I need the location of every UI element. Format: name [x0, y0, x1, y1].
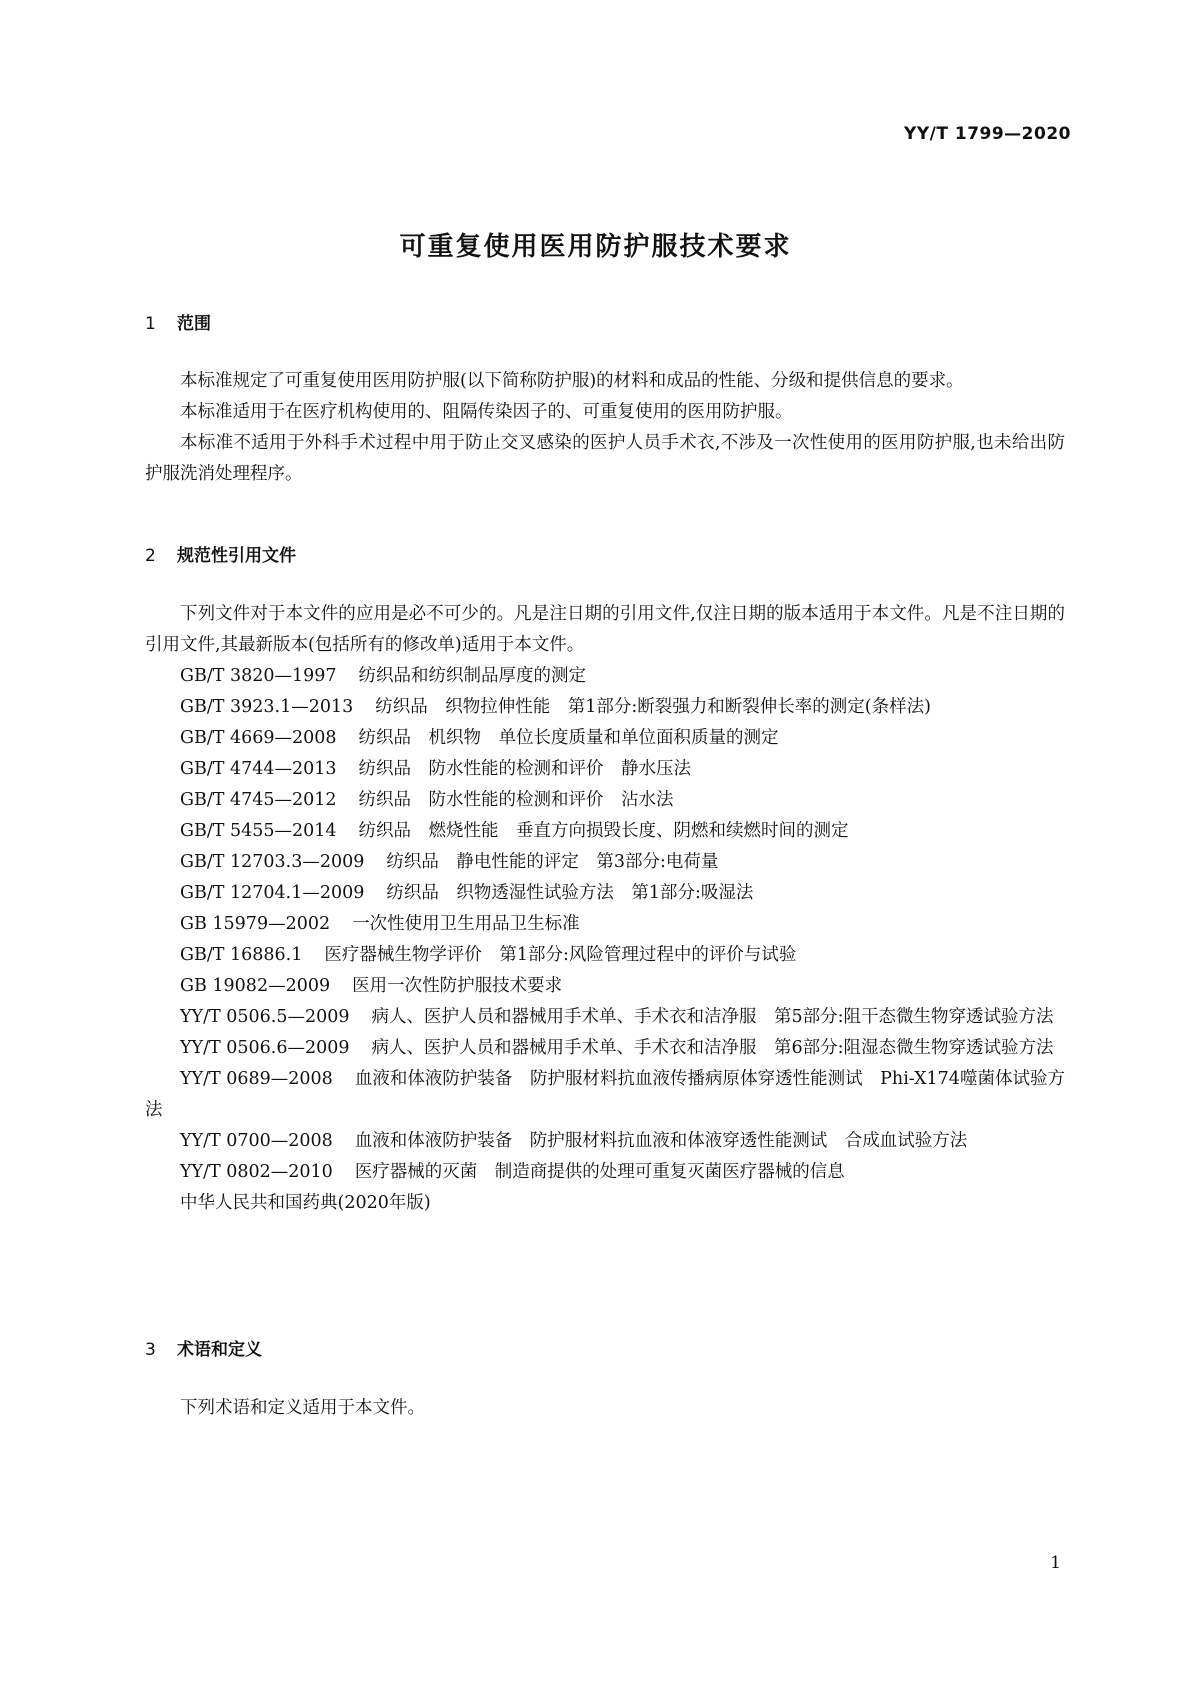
reference-title: 血液和体液防护装备 防护服材料抗血液和体液穿透性能测试 合成血试验方法	[354, 1131, 968, 1151]
reference-title: 纺织品 织物拉伸性能 第1部分:断裂强力和断裂伸长率的测定(条样法)	[375, 697, 931, 717]
reference-title: 纺织品 织物透湿性试验方法 第1部分:吸湿法	[386, 883, 754, 903]
reference-title: 中华人民共和国药典(2020年版)	[180, 1193, 431, 1213]
reference-item	[145, 754, 1065, 785]
section-normative-references	[145, 541, 1065, 572]
section-terms	[145, 1335, 1065, 1366]
reference-code: GB 19082—2009	[180, 976, 331, 996]
reference-title: 纺织品 防水性能的检测和评价 沾水法	[358, 790, 674, 810]
scope-body	[145, 366, 1065, 490]
reference-item	[145, 785, 1065, 816]
reference-title: 医疗器械生物学评价 第1部分:风险管理过程中的评价与试验	[324, 945, 797, 965]
reference-code: GB/T 4744—2013	[180, 759, 337, 779]
reference-item	[145, 1157, 1065, 1188]
section-number: 3	[145, 1340, 156, 1360]
reference-code: YY/T 0506.5—2009	[180, 1007, 350, 1027]
reference-title: 纺织品和纺织制品厚度的测定	[358, 666, 587, 686]
document-title: 可重复使用医用防护服技术要求	[399, 232, 792, 262]
references-body	[145, 599, 1065, 1219]
reference-item	[145, 692, 1065, 723]
reference-item	[145, 878, 1065, 909]
reference-item	[145, 1033, 1065, 1064]
reference-title: 医疗器械的灭菌 制造商提供的处理可重复灭菌医疗器械的信息	[354, 1162, 845, 1182]
reference-item	[145, 1188, 1065, 1219]
section-number: 2	[145, 546, 156, 566]
reference-code: GB/T 12703.3—2009	[180, 852, 365, 872]
reference-code: YY/T 0689—2008	[180, 1069, 333, 1089]
reference-code: GB/T 4669—2008	[180, 728, 337, 748]
reference-code: GB/T 12704.1—2009	[180, 883, 365, 903]
reference-code: GB 15979—2002	[180, 914, 331, 934]
reference-title: 纺织品 防水性能的检测和评价 静水压法	[358, 759, 692, 779]
reference-code: GB/T 16886.1	[180, 945, 303, 965]
reference-code: YY/T 0700—2008	[180, 1131, 333, 1151]
reference-code: GB/T 5455—2014	[180, 821, 337, 841]
reference-item	[145, 1064, 1065, 1126]
reference-title: 血液和体液防护装备 防护服材料抗血液传播病原体穿透性能测试 Phi-X174噬菌体试验方法	[145, 1069, 1065, 1120]
reference-item	[145, 1126, 1065, 1157]
paragraph: 本标准适用于在医疗机构使用的、阻隔传染因子的、可重复使用的医用防护服。	[180, 402, 793, 422]
reference-item	[145, 661, 1065, 692]
paragraph: 本标准规定了可重复使用医用防护服(以下简称防护服)的材料和成品的性能、分级和提供信息的要求。	[180, 371, 964, 391]
reference-title: 医用一次性防护服技术要求	[352, 976, 563, 996]
section-title: 范围	[177, 314, 211, 334]
reference-code: YY/T 0506.6—2009	[180, 1038, 350, 1058]
reference-code: YY/T 0802—2010	[180, 1162, 333, 1182]
paragraph: 下列文件对于本文件的应用是必不可少的。凡是注日期的引用文件,仅注日期的版本适用于本文件。凡是不注日期的引用文件,其最新版本(包括所有的修改单)适用于本文件。	[145, 604, 1065, 655]
reference-title: 一次性使用卫生用品卫生标准	[352, 914, 580, 934]
section-title: 规范性引用文件	[177, 546, 296, 566]
reference-title: 病人、医护人员和器械用手术单、手术衣和洁净服 第5部分:阻干态微生物穿透试验方法	[371, 1007, 1054, 1027]
standard-code: YY/T 1799—2020	[904, 124, 1071, 144]
terms-body	[145, 1393, 1065, 1424]
reference-item	[145, 816, 1065, 847]
reference-title: 病人、医护人员和器械用手术单、手术衣和洁净服 第6部分:阻湿态微生物穿透试验方法	[371, 1038, 1054, 1058]
section-heading	[145, 1335, 1065, 1366]
section-scope	[145, 309, 1065, 340]
section-heading	[145, 541, 1065, 572]
reference-item	[145, 847, 1065, 878]
reference-title: 纺织品 燃烧性能 垂直方向损毁长度、阴燃和续燃时间的测定	[358, 821, 849, 841]
reference-item	[145, 1002, 1065, 1033]
section-title: 术语和定义	[177, 1340, 262, 1360]
reference-item	[145, 909, 1065, 940]
section-number: 1	[145, 314, 156, 334]
reference-title: 纺织品 静电性能的评定 第3部分:电荷量	[386, 852, 719, 872]
reference-item	[145, 971, 1065, 1002]
page-number: 1	[1050, 1553, 1061, 1573]
paragraph: 下列术语和定义适用于本文件。	[180, 1398, 425, 1418]
reference-code: GB/T 3923.1—2013	[180, 697, 354, 717]
reference-item	[145, 940, 1065, 971]
paragraph: 本标准不适用于外科手术过程中用于防止交叉感染的医护人员手术衣,不涉及一次性使用的医用防护服,也未给出防护服洗消处理程序。	[145, 433, 1065, 484]
reference-code: GB/T 4745—2012	[180, 790, 337, 810]
section-heading	[145, 309, 1065, 340]
reference-title: 纺织品 机织物 单位长度质量和单位面积质量的测定	[358, 728, 779, 748]
reference-item	[145, 723, 1065, 754]
reference-code: GB/T 3820—1997	[180, 666, 337, 686]
